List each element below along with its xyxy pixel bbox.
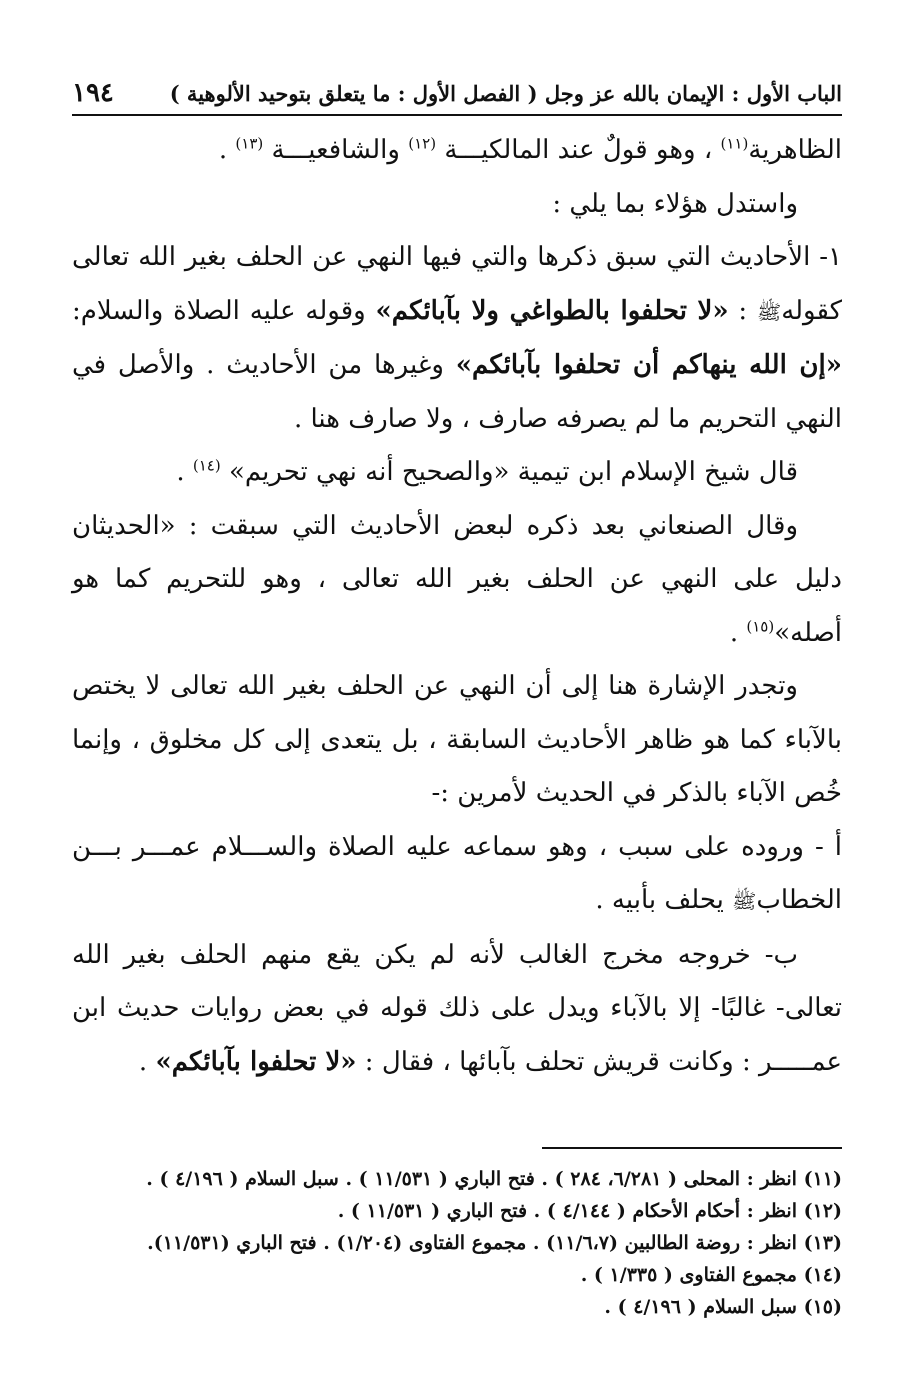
- text-span: .: [138, 1046, 156, 1077]
- footnote-ref-12[interactable]: (١٢): [408, 134, 437, 153]
- running-title: الباب الأول : الإيمان بالله عز وجل ( الفصل الأول : ما يتعلق بتوحيد الألوهية ): [169, 81, 842, 106]
- text-span: الظاهرية: [748, 135, 842, 165]
- paragraph-note: وتجدر الإشارة هنا إلى أن النهي عن الحلف بغير الله تعالى لا يختص بالآباء كما هو ظاهر الأحاديث السابقة ، بل يتعدى إلى كل مخلوق ، وإنما خُص الآباء بالذكر في الحديث لأمرين :-: [72, 671, 842, 808]
- hadith-quote-3: «لا تحلفوا بآبائكم»: [155, 1046, 357, 1077]
- text-span: .: [176, 457, 193, 487]
- text-span: :: [728, 295, 758, 326]
- footnote-ref-11[interactable]: (١١): [720, 134, 749, 153]
- text-span: ١- الأحاديث التي سبق ذكرها والتي فيها النهي عن الحلف بغير الله تعالى كقوله: [72, 242, 843, 326]
- text-span: ب- خروجه مخرج الغالب لأنه لم يكن يقع منهم الحلف بغير الله تعالى- غالبًا- إلا بالآباء ويدل على ذلك قوله في بعض روايات حديث ابن عمـــــر : وكانت قريش تحلف بآبائها ، فقال :: [72, 939, 842, 1077]
- paragraph-reason-b: [72, 929, 842, 1090]
- footnote-ref-14[interactable]: (١٤): [192, 456, 221, 475]
- text-span: ، وهو قولٌ عند المالكيـــة: [436, 135, 721, 165]
- text-span: .: [729, 617, 747, 648]
- footnote-divider: [542, 1147, 842, 1149]
- footnote-13: (١٣) انظر : روضة الطالبين (١١/٦،٧) . مجموع الفتاوى (١/٢٠٤) . فتح الباري (١١/٥٣١).: [147, 1232, 842, 1254]
- main-text: [72, 124, 842, 1089]
- text-span: وغيرها من الأحاديث . والأصل في النهي التحريم ما لم يصرفه صارف ، ولا صارف هنا .: [72, 350, 842, 434]
- footnote-ref-13[interactable]: (١٣): [235, 134, 264, 153]
- page-number: ١٩٤: [72, 78, 114, 108]
- text-span: والشافعيـــة: [263, 135, 409, 165]
- footnote-15: (١٥) سبل السلام ( ٤/١٩٦ ) .: [604, 1296, 842, 1318]
- pbuh-glyph: ﷺ: [732, 889, 757, 913]
- paragraph-ibn-taymiyyah: [72, 446, 842, 500]
- paragraph-intro: [72, 124, 842, 178]
- hadith-quote-2: «إن الله ينهاكم أن تحلفوا بآبائكم»: [455, 350, 842, 380]
- footnote-11: (١١) انظر : المحلى ( ٦/٢٨١، ٢٨٤ ) . فتح الباري ( ١١/٥٣١ ) . سبل السلام ( ٤/١٩٦ ) .: [146, 1168, 842, 1190]
- paragraph-sanani: [72, 500, 842, 661]
- footnote-14: (١٤) مجموع الفتاوى ( ١/٣٣٥ ) .: [580, 1264, 842, 1286]
- footnote-ref-15[interactable]: (١٥): [746, 616, 775, 635]
- text-span: .: [218, 135, 236, 165]
- text-span: قال شيخ الإسلام ابن تيمية «والصحيح أنه نهي تحريم»: [220, 457, 798, 487]
- running-header: [72, 78, 842, 116]
- text-span: أ - وروده على سبب ، وهو سماعه عليه الصلاة والســـلام عمـــر بـــن الخطاب: [72, 831, 842, 915]
- text-span: وقوله عليه الصلاة والسلام:: [72, 295, 376, 326]
- paragraph-reason-a: [72, 821, 842, 929]
- hadith-quote-1: «لا تحلفوا بالطواغي ولا بآبائكم»: [375, 295, 729, 326]
- paragraph-point-1: [72, 231, 842, 446]
- footnote-12: (١٢) انظر : أحكام الأحكام ( ٤/١٤٤ ) . فتح الباري ( ١١/٥٣١ ) .: [337, 1200, 842, 1222]
- text-span: يحلف بأبيه .: [595, 885, 733, 915]
- text-span: وقال الصنعاني بعد ذكره لبعض الأحاديث التي سبقت : «الحديثان دليل على النهي عن الحلف بغير الله تعالى ، وهو للتحريم كما هو أصله»: [72, 510, 842, 648]
- paragraph-evidence-intro: واستدل هؤلاء بما يلي :: [552, 188, 798, 219]
- pbuh-glyph: ﷺ: [757, 299, 782, 324]
- footnotes: [72, 1163, 842, 1323]
